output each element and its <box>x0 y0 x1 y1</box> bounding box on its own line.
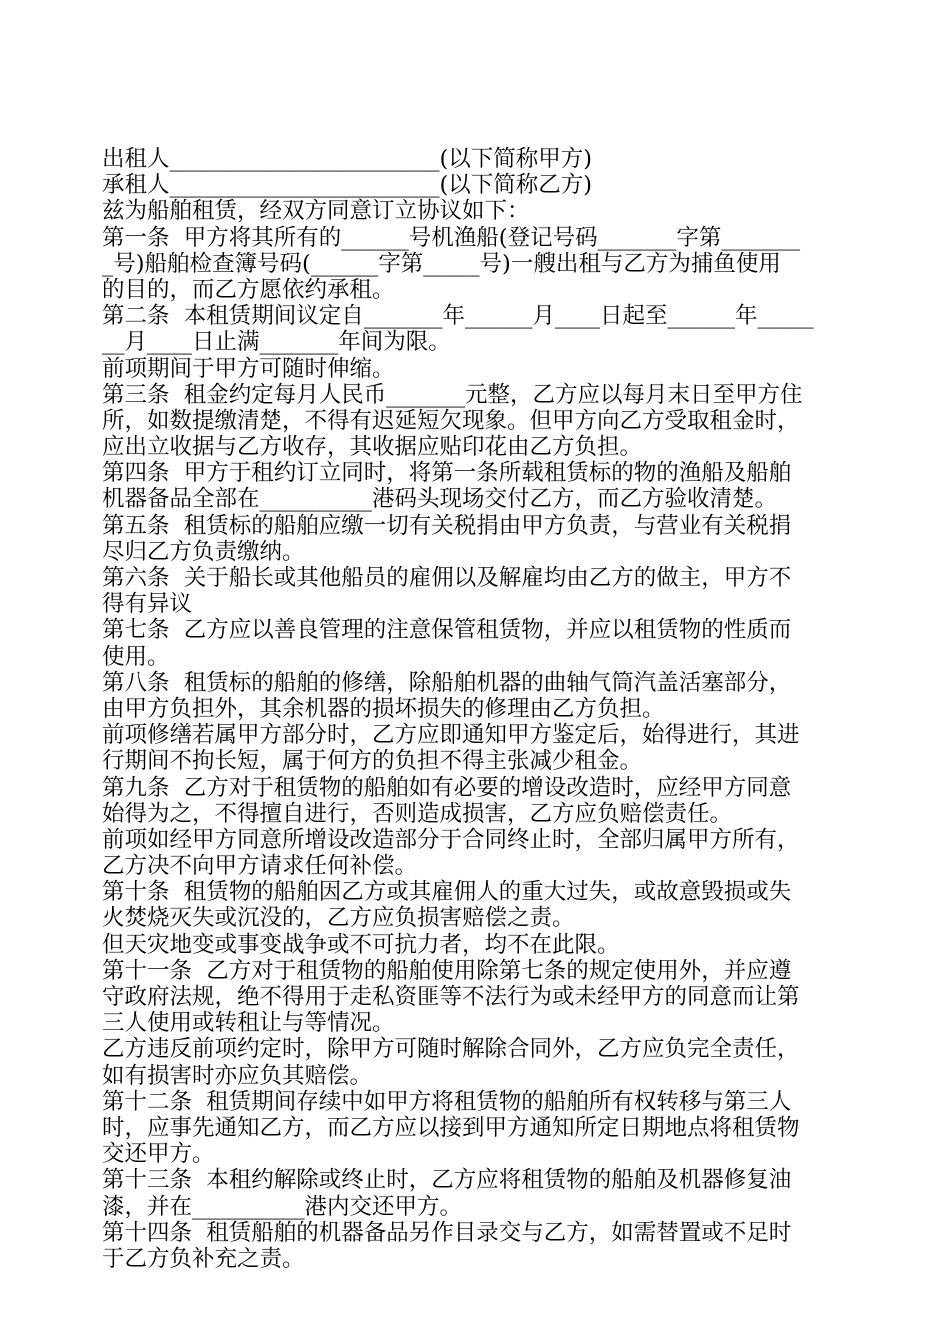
article-11-note-line-2: 如有损害时亦应负其赔偿。 <box>102 1062 373 1089</box>
article-8-line-2: 由甲方负担外，其余机器的损坏损失的修理由乙方负担。 <box>102 695 665 722</box>
article-12-line-3: 交还甲方。 <box>102 1141 215 1168</box>
contract-text <box>102 146 852 1272</box>
article-3-line-1: 第三条 租金约定每月人民币_______元整，乙方应以每月末日至甲方住 <box>102 381 803 408</box>
article-5-line-2: 尽归乙方负责缴纳。 <box>102 538 305 565</box>
article-4-line-1: 第四条 甲方于租约订立同时，将第一条所载租赁标的物的渔船及船舶 <box>102 460 792 487</box>
article-7-line-1: 第七条 乙方应以善良管理的注意保管租赁物，并应以租赁物的性质而 <box>102 617 792 644</box>
article-13-line-2: 漆，并在__________港内交还甲方。 <box>102 1193 463 1220</box>
article-6-line-2: 得有异议 <box>102 591 193 618</box>
article-11-line-1: 第十一条 乙方对于租赁物的船舶使用除第七条的规定使用外，并应遵 <box>102 957 792 984</box>
article-6-line-1: 第六条 关于船长或其他船员的雇佣以及解雇均由乙方的做主，甲方不 <box>102 565 792 591</box>
article-10-line-2: 火焚烧灭失或沉没的，乙方应负损害赔偿之责。 <box>102 905 575 932</box>
article-4-line-2: 机器备品全部在__________港码头现场交付乙方，而乙方验收清楚。 <box>102 486 778 513</box>
article-9-line-2: 始得为之，不得擅自进行，否则造成损害，乙方应负赔偿责任。 <box>102 800 733 827</box>
article-9-line-1: 第九条 乙方对于租赁物的船舶如有必要的增设改造时，应经甲方同意 <box>102 774 792 801</box>
article-3-line-3: 应出立收据与乙方收存，其收据应贴印花由乙方负担。 <box>102 434 643 461</box>
lessee-line: 承租人________________________(以下简称乙方) <box>102 172 593 199</box>
article-8-note-line-1: 前项修缮若属甲方部分时，乙方应即通知甲方鉴定后，始得进行，其进 <box>102 722 800 749</box>
article-14-line-1: 第十四条 租赁船舶的机器备品另作目录交与乙方，如需替置或不足时 <box>102 1219 792 1246</box>
article-5-line-1: 第五条 租赁标的船舶应缴一切有关税捐由甲方负责，与营业有关税捐 <box>102 512 792 539</box>
article-8-line-1: 第八条 租赁标的船舶的修缮，除船舶机器的曲轴气筒汽盖活塞部分， <box>102 669 792 696</box>
preamble-line: 兹为船舶租赁，经双方同意订立协议如下： <box>102 198 530 225</box>
article-11-note-line-1: 乙方违反前项约定时，除甲方可随时解除合同外，乙方应负完全责任， <box>102 1036 800 1063</box>
article-2-note: 前项期间于甲方可随时伸缩。 <box>102 355 395 382</box>
article-8-note-line-2: 行期间不拘长短，属于何方的负担不得主张减少租金。 <box>102 748 643 775</box>
article-2-line-1: 第二条 本租赁期间议定自_______年______月____日起至______年_____ <box>102 303 814 330</box>
lessor-line: 出租人________________________(以下简称甲方) <box>102 146 593 172</box>
article-1-line-3: 的目的，而乙方愿依约承租。 <box>102 276 395 303</box>
article-10-note: 但天灾地变或事变战争或不可抗力者，均不在此限。 <box>102 931 620 958</box>
article-1-line-1: 第一条 甲方将其所有的______号机渔船(登记号码_______字第_______ <box>102 224 801 251</box>
article-9-note-line-2: 乙方决不向甲方请求任何补偿。 <box>102 853 418 880</box>
article-12-line-1: 第十二条 租赁期间存续中如甲方将租赁物的船舶所有权转移与第三人 <box>102 1088 792 1115</box>
article-9-note-line-1: 前项如经甲方同意所增设改造部分于合同终止时，全部归属甲方所有， <box>102 826 800 853</box>
article-11-line-2: 守政府法规，绝不得用于走私资匪等不法行为或未经甲方的同意而让第 <box>102 984 800 1010</box>
article-7-line-2: 使用。 <box>102 643 170 670</box>
article-10-line-1: 第十条 租赁物的船舶因乙方或其雇佣人的重大过失，或故意毁损或失 <box>102 879 792 906</box>
article-12-line-2: 时，应事先通知乙方，而乙方应以接到甲方通知所定日期地点将租赁物 <box>102 1114 800 1141</box>
article-1-line-2: _号)船舶检查簿号码(______字第_____号)一艘出租与乙方为捕鱼使用 <box>102 250 781 277</box>
article-11-line-3: 三人使用或转租让与等情况。 <box>102 1010 395 1037</box>
article-13-line-1: 第十三条 本租约解除或终止时，乙方应将租赁物的船舶及机器修复油 <box>102 1167 792 1194</box>
article-2-line-2: __月____日止满_______年间为限。 <box>102 329 451 356</box>
article-3-line-2: 所，如数提缴清楚，不得有迟延短欠现象。但甲方向乙方受取租金时， <box>102 407 800 434</box>
article-14-line-2: 于乙方负补充之责。 <box>102 1245 305 1272</box>
